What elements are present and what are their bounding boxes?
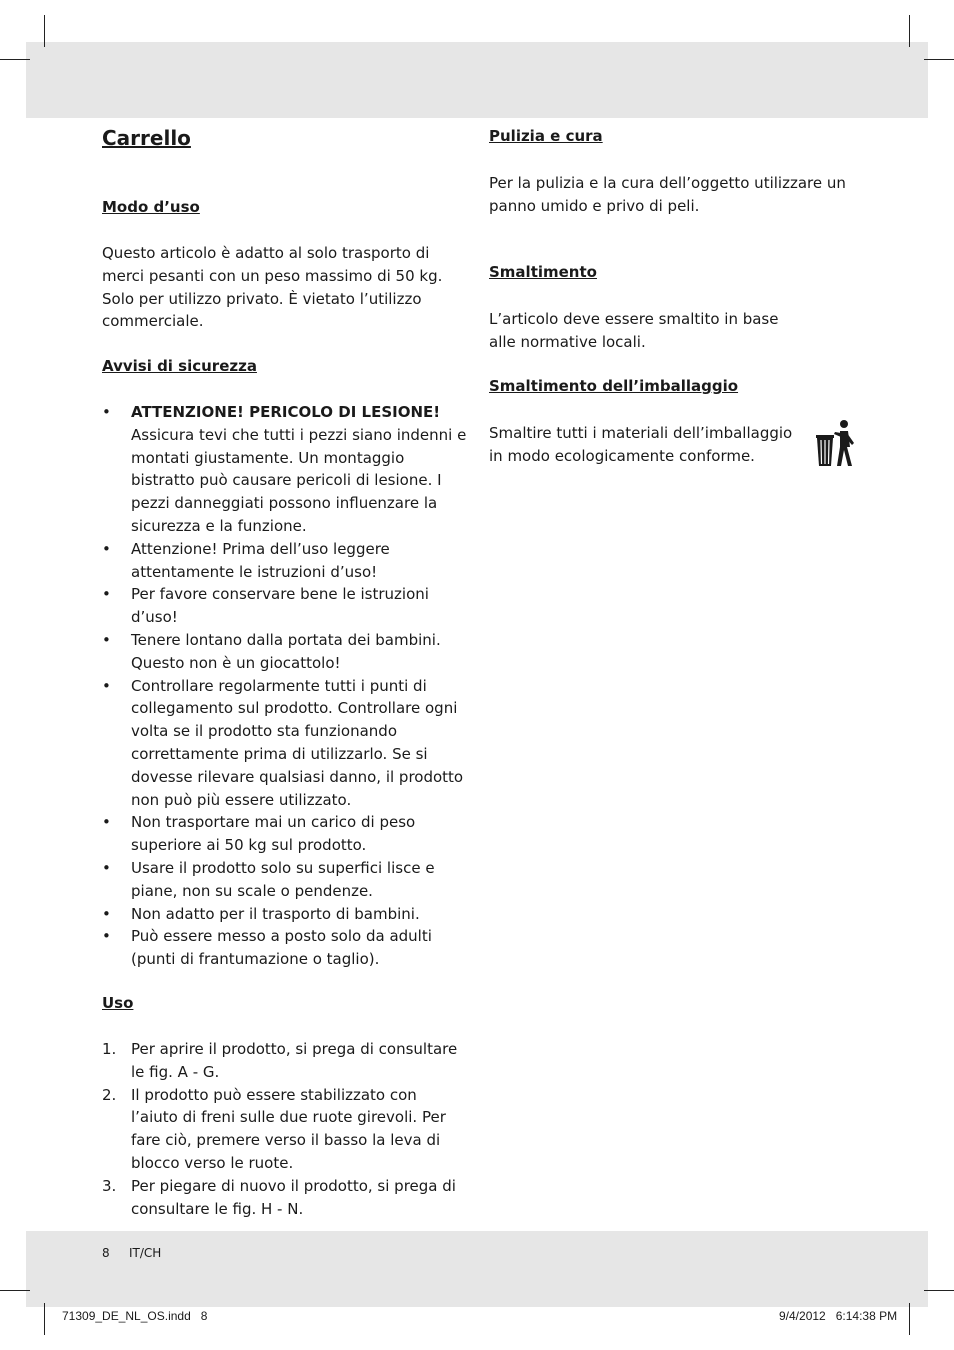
heading-avvisi-sicurezza: Avvisi di sicurezza — [102, 357, 257, 375]
slug-date: 9/4/2012 6:14:38 PM — [779, 1309, 898, 1323]
bullet: • — [102, 585, 111, 604]
list-item-text: Attenzione! Prima dell’uso leggere attentamente le istruzioni d’uso! — [131, 539, 390, 581]
step-text: Per aprire il prodotto, si prega di consultare le fig. A - G. — [131, 1040, 458, 1081]
list-item-text: Per favore conservare bene le istruzioni d’uso! — [131, 585, 429, 627]
heading-smaltimento: Smaltimento — [489, 263, 597, 281]
warning-text: Assicura tevi che tutti i pezzi siano indenni e montati giustamente. Un montaggio bistratto può causare pericoli di lesione. I pezzi danneggiati possono influenzare la sicurezza e la funzione. — [131, 425, 467, 535]
smaltimento-text: L’articolo deve essere smaltito in base alle normative locali. — [489, 310, 779, 351]
page-number: 8 — [102, 1246, 110, 1260]
list-item — [102, 675, 467, 812]
imballaggio-text: Smaltire tutti i materiali dell’imballaggio in modo ecologicamente conforme. — [489, 424, 793, 465]
pulizia-text: Per la pulizia e la cura dell’oggetto utilizzare un panno umido e privo di peli. — [489, 174, 846, 215]
list-item-text: Può essere messo a posto solo da adulti (punti di frantumazione o taglio). — [131, 927, 432, 969]
list-item — [102, 583, 467, 629]
list-item — [102, 857, 467, 903]
step-number: 1. — [102, 1040, 117, 1058]
header-band — [26, 42, 928, 118]
step-text: Il prodotto può essere stabilizzato con l’aiuto di freni sulle due ruote girevoli. Per fare ciò, premere verso il basso la leva di blocco verso le ruote. — [131, 1085, 446, 1172]
list-item-text: Non trasportare mai un carico di peso superiore ai 50 kg sul prodotto. — [131, 813, 416, 855]
list-item-text: Tenere lontano dalla portata dei bambini. Questo non è un giocattolo! — [131, 630, 441, 672]
bullet: • — [102, 927, 111, 946]
language-code: IT/CH — [129, 1246, 162, 1260]
bullet: • — [102, 539, 111, 558]
heading-modo-uso: Modo d’uso — [102, 198, 200, 216]
slug-filename: 71309_DE_NL_OS.indd 8 — [62, 1309, 208, 1323]
list-item-text: Usare il prodotto solo su superfici lisce e piane, non su scale o pendenze. — [131, 858, 435, 900]
bullet: • — [102, 676, 111, 695]
footer-band — [26, 1231, 928, 1307]
list-item — [102, 811, 467, 857]
heading-uso: Uso — [102, 994, 134, 1012]
step-text: Per piegare di nuovo il prodotto, si prega di consultare le fig. H - N. — [131, 1176, 456, 1218]
heading-pulizia-cura: Pulizia e cura — [489, 127, 603, 145]
tidyman-recycle-icon — [814, 419, 856, 467]
list-item — [102, 1038, 467, 1084]
bullet: • — [102, 403, 111, 421]
list-item — [102, 1084, 467, 1175]
list-item — [102, 925, 467, 971]
bullet: • — [102, 904, 111, 923]
bullet: • — [102, 858, 111, 877]
list-item — [102, 629, 467, 675]
list-item — [102, 538, 467, 584]
uso-steps — [102, 1038, 467, 1220]
list-item — [102, 1175, 467, 1221]
list-item-text: Non adatto per il trasporto di bambini. — [131, 904, 420, 923]
page-title: Carrello — [102, 126, 191, 150]
warning-title: ATTENZIONE! PERICOLO DI LESIONE! — [131, 403, 441, 421]
heading-smaltimento-imballaggio: Smaltimento dell’imballaggio — [489, 377, 739, 395]
step-number: 3. — [102, 1176, 117, 1195]
modo-uso-text: Questo articolo è adatto al solo trasporto di merci pesanti con un peso massimo di 50 kg. Solo per utilizzo privato. È vietato l’utilizzo commerciale. — [102, 244, 443, 331]
list-item — [102, 401, 467, 538]
bullet: • — [102, 813, 111, 832]
safety-list — [102, 401, 467, 971]
bullet: • — [102, 630, 111, 649]
step-number: 2. — [102, 1085, 117, 1104]
list-item-text: Controllare regolarmente tutti i punti di collegamento sul prodotto. Controllare ogni volta se il prodotto sta funzionando correttamente prima di utilizzarlo. Se si dovesse rilevare qualsiasi danno, il prodotto non può più essere utilizzato. — [131, 676, 464, 809]
list-item — [102, 903, 467, 926]
